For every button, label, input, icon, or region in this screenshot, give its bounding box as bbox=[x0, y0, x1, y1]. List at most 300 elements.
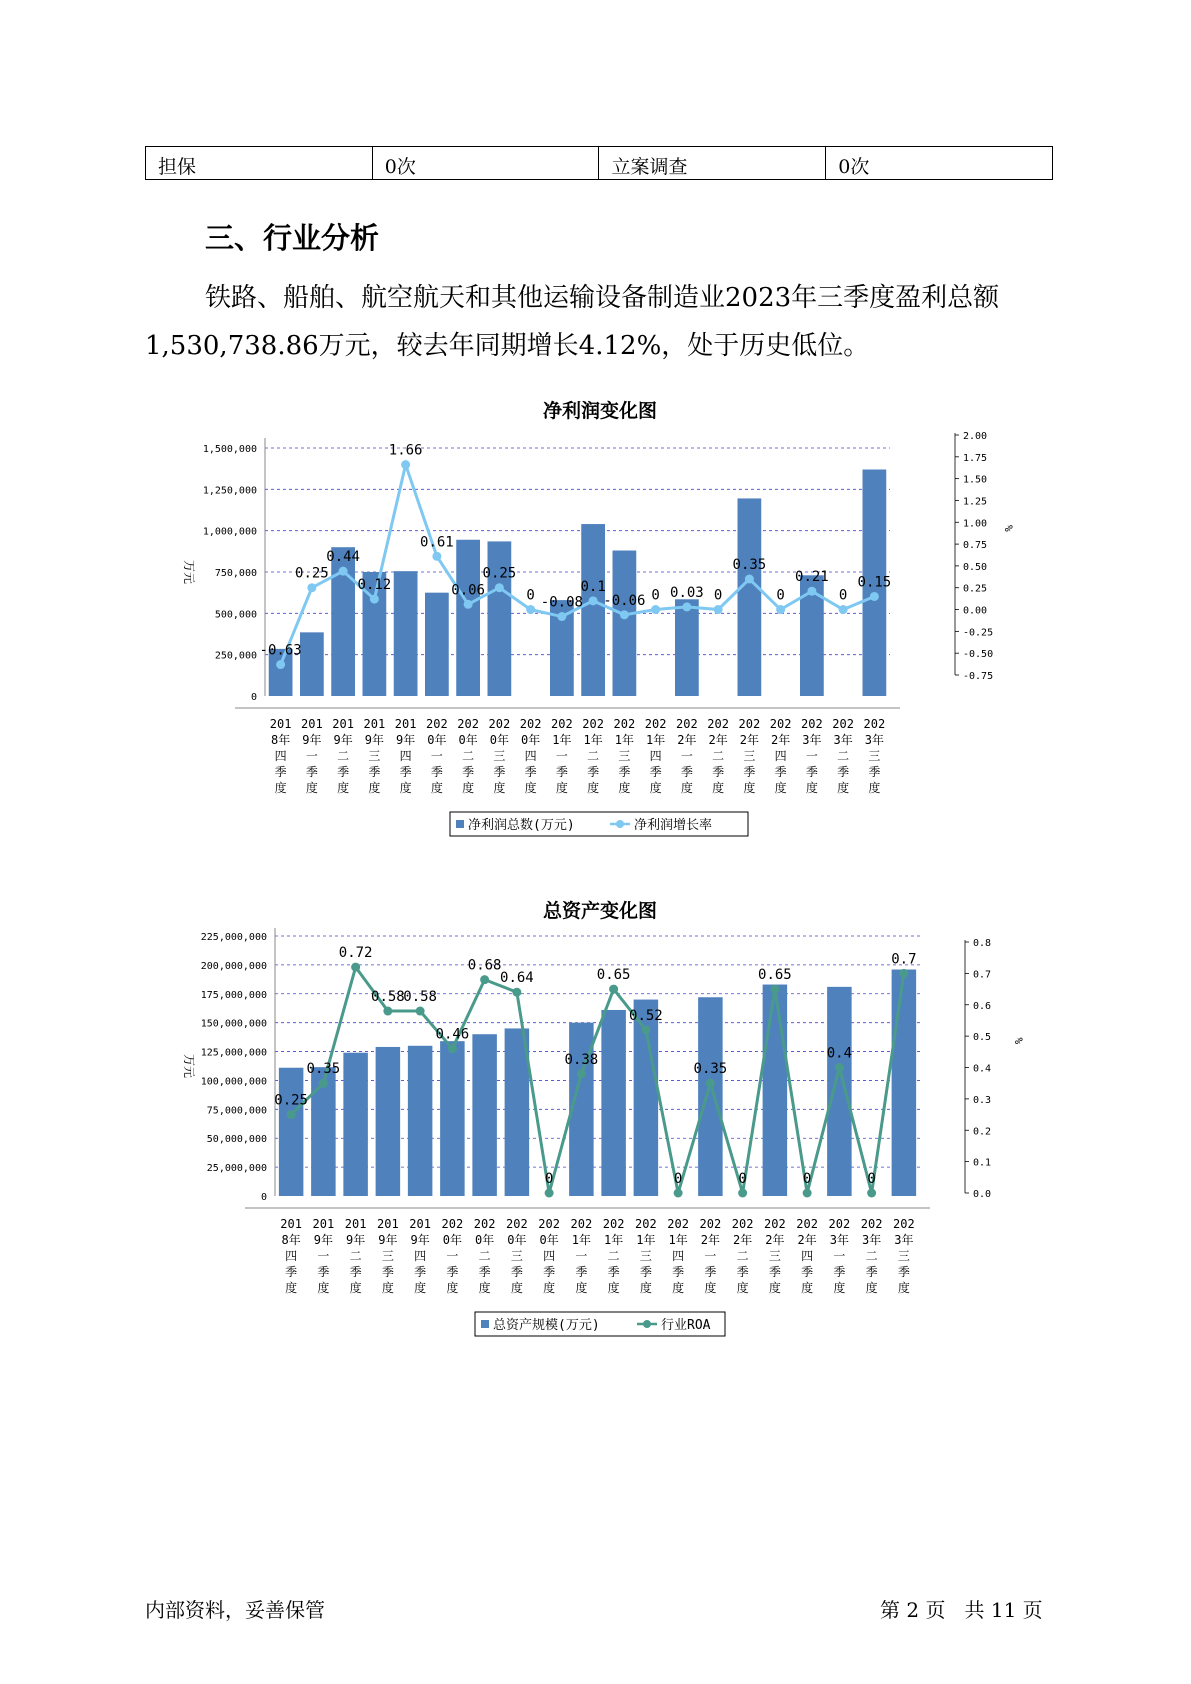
x-tick-label: 季 bbox=[868, 765, 881, 779]
data-label: 0.35 bbox=[693, 1061, 728, 1078]
x-tick-label: 0年 bbox=[458, 733, 478, 747]
x-tick-label: 202 bbox=[635, 1217, 657, 1231]
y2-tick-label: 1.00 bbox=[963, 518, 988, 530]
x-tick-label: 度 bbox=[805, 781, 818, 795]
x-tick-label: 度 bbox=[680, 781, 693, 795]
x-tick-label: 季 bbox=[743, 765, 756, 779]
data-point bbox=[307, 583, 316, 592]
x-tick-label: 一 bbox=[805, 749, 818, 763]
y-tick-label: 150,000,000 bbox=[200, 1018, 267, 1030]
legend-line-marker bbox=[643, 1320, 651, 1328]
data-point bbox=[714, 605, 723, 614]
table-row bbox=[146, 147, 1053, 180]
x-tick-label: 度 bbox=[305, 781, 318, 795]
bar bbox=[601, 1010, 626, 1196]
x-tick-label: 季 bbox=[704, 1265, 717, 1279]
x-tick-label: 度 bbox=[833, 1281, 846, 1295]
x-tick-label: 度 bbox=[493, 781, 506, 795]
x-tick-label: 季 bbox=[381, 1265, 394, 1279]
x-tick-label: 一 bbox=[317, 1249, 330, 1263]
x-tick-label: 度 bbox=[672, 1281, 685, 1295]
x-tick-label: 三 bbox=[868, 749, 881, 763]
data-label: 0.15 bbox=[857, 574, 892, 591]
x-tick-label: 202 bbox=[699, 1217, 722, 1231]
x-tick-label: 2年 bbox=[765, 1233, 785, 1247]
table-cell: 0次 bbox=[826, 147, 1053, 180]
x-tick-label: 一 bbox=[305, 749, 318, 763]
data-label: 0.68 bbox=[467, 957, 502, 974]
data-point bbox=[620, 610, 629, 619]
footer-left: 内部资料，妥善保管 bbox=[145, 1598, 325, 1622]
x-tick-label: 度 bbox=[543, 1281, 556, 1295]
x-tick-label: 度 bbox=[317, 1281, 330, 1295]
x-tick-label: 度 bbox=[774, 781, 787, 795]
legend-label: 总资产规模(万元) bbox=[493, 1318, 600, 1333]
x-tick-label: 202 bbox=[801, 717, 823, 731]
x-tick-label: 202 bbox=[457, 717, 479, 731]
x-tick-label: 度 bbox=[868, 781, 881, 795]
bar bbox=[425, 593, 449, 696]
x-tick-label: 三 bbox=[618, 749, 631, 763]
data-point bbox=[867, 1189, 876, 1198]
data-point bbox=[738, 1189, 747, 1198]
data-point bbox=[287, 1110, 296, 1119]
x-tick-label: 201 bbox=[312, 1217, 335, 1231]
data-label: 0.44 bbox=[326, 549, 360, 566]
x-tick-label: 度 bbox=[801, 1281, 814, 1295]
x-tick-label: 度 bbox=[510, 1281, 523, 1295]
legend-label: 行业ROA bbox=[661, 1318, 711, 1333]
y2-tick-label: 0.6 bbox=[973, 1000, 992, 1012]
y2-tick-label: 0.8 bbox=[973, 938, 992, 949]
data-label: 0.4 bbox=[826, 1045, 853, 1062]
x-tick-label: 2年 bbox=[700, 1233, 720, 1247]
bar bbox=[472, 1034, 497, 1196]
data-label: 0.65 bbox=[758, 967, 792, 984]
data-label: 0.12 bbox=[357, 577, 392, 594]
data-point bbox=[276, 660, 285, 669]
data-label: -0.08 bbox=[540, 594, 583, 611]
data-point bbox=[807, 587, 816, 596]
x-tick-label: 季 bbox=[399, 765, 412, 779]
y-axis-label: 万元 bbox=[182, 559, 196, 585]
x-tick-label: 度 bbox=[607, 1281, 620, 1295]
x-tick-label: 季 bbox=[712, 765, 725, 779]
data-point bbox=[370, 595, 379, 604]
x-tick-label: 1年 bbox=[636, 1233, 656, 1247]
x-tick-label: 202 bbox=[613, 717, 636, 731]
y-tick-label: 225,000,000 bbox=[200, 932, 267, 943]
x-tick-label: 季 bbox=[524, 765, 537, 779]
x-tick-label: 度 bbox=[837, 781, 850, 795]
x-tick-label: 201 bbox=[269, 717, 292, 731]
bar bbox=[613, 551, 637, 696]
data-point bbox=[745, 575, 754, 584]
x-tick-label: 202 bbox=[769, 717, 792, 731]
data-label: 0.7 bbox=[891, 951, 917, 968]
x-tick-label: 四 bbox=[524, 749, 537, 763]
data-label: 0.35 bbox=[306, 1061, 341, 1078]
x-tick-label: 202 bbox=[519, 717, 542, 731]
x-tick-label: 季 bbox=[478, 1265, 491, 1279]
x-tick-label: 季 bbox=[543, 1265, 556, 1279]
x-tick-label: 季 bbox=[618, 765, 631, 779]
x-tick-label: 度 bbox=[865, 1281, 878, 1295]
data-point bbox=[495, 583, 504, 592]
x-tick-label: 度 bbox=[368, 781, 381, 795]
x-tick-label: 四 bbox=[649, 749, 662, 763]
x-tick-label: 202 bbox=[828, 1217, 851, 1231]
data-point bbox=[674, 1189, 683, 1198]
x-tick-label: 2年 bbox=[739, 733, 759, 747]
bar bbox=[394, 571, 418, 696]
x-tick-label: 季 bbox=[833, 1265, 846, 1279]
x-tick-label: 202 bbox=[426, 717, 448, 731]
data-label: 0 bbox=[713, 587, 723, 604]
data-point bbox=[682, 602, 691, 611]
x-tick-label: 季 bbox=[897, 1265, 910, 1279]
y2-tick-label: 0.50 bbox=[963, 561, 988, 573]
x-tick-label: 三 bbox=[897, 1249, 910, 1263]
table-cell: 0次 bbox=[372, 147, 599, 180]
x-tick-label: 季 bbox=[801, 1265, 814, 1279]
y2-tick-label: 0.7 bbox=[973, 969, 992, 981]
y2-tick-label: -0.50 bbox=[963, 649, 994, 661]
data-label: 0.72 bbox=[338, 945, 373, 962]
data-label: 0 bbox=[867, 1171, 876, 1187]
x-tick-label: 度 bbox=[381, 1281, 394, 1295]
x-tick-label: 四 bbox=[274, 749, 287, 763]
y2-tick-label: 0.2 bbox=[973, 1126, 992, 1138]
x-tick-label: 9年 bbox=[396, 733, 416, 747]
data-point bbox=[448, 1044, 457, 1053]
table-cell: 立案调查 bbox=[599, 147, 826, 180]
bar bbox=[738, 498, 762, 696]
section-title: 三、行业分析 bbox=[205, 221, 380, 255]
x-tick-label: 季 bbox=[317, 1265, 330, 1279]
x-tick-label: 一 bbox=[446, 1249, 459, 1263]
data-point bbox=[770, 985, 779, 994]
legend-bar-swatch bbox=[456, 820, 464, 828]
x-tick-label: 度 bbox=[649, 781, 662, 795]
x-tick-label: 2年 bbox=[677, 733, 697, 747]
x-tick-label: 0年 bbox=[427, 733, 447, 747]
bar bbox=[698, 997, 723, 1196]
x-tick-label: 8年 bbox=[271, 733, 291, 747]
x-tick-label: 二 bbox=[837, 749, 850, 763]
x-tick-label: 度 bbox=[399, 781, 412, 795]
y-tick-label: 125,000,000 bbox=[200, 1047, 267, 1059]
x-tick-label: 季 bbox=[837, 765, 850, 779]
data-point bbox=[835, 1063, 844, 1072]
x-tick-label: 季 bbox=[462, 765, 475, 779]
data-label: 0 bbox=[738, 1171, 747, 1187]
y-tick-label: 0 bbox=[260, 1192, 267, 1203]
x-tick-label: 度 bbox=[524, 781, 537, 795]
data-label: 0 bbox=[651, 587, 660, 604]
data-point bbox=[589, 596, 598, 605]
x-tick-label: 度 bbox=[704, 1281, 717, 1295]
x-tick-label: 二 bbox=[587, 749, 600, 763]
bar bbox=[827, 987, 852, 1196]
x-tick-label: 季 bbox=[575, 1265, 588, 1279]
x-tick-label: 度 bbox=[575, 1281, 588, 1295]
x-tick-label: 季 bbox=[510, 1265, 523, 1279]
data-point bbox=[776, 605, 785, 614]
data-label: 0.58 bbox=[403, 989, 437, 1006]
x-tick-label: 度 bbox=[446, 1281, 459, 1295]
data-label: 0.64 bbox=[500, 970, 534, 987]
data-point bbox=[706, 1079, 715, 1088]
footer-right: 第 2 页 共 11 页 bbox=[880, 1598, 1043, 1622]
data-point bbox=[432, 552, 441, 561]
x-tick-label: 季 bbox=[865, 1265, 878, 1279]
x-tick-label: 1年 bbox=[552, 733, 572, 747]
y2-tick-label: 2.00 bbox=[963, 431, 988, 442]
legend-label: 净利润总数(万元) bbox=[468, 818, 575, 833]
data-point bbox=[416, 1007, 425, 1016]
data-point bbox=[351, 963, 360, 972]
table-cell: 担保 bbox=[146, 147, 373, 180]
x-tick-label: 四 bbox=[672, 1249, 685, 1263]
x-tick-label: 0年 bbox=[489, 733, 509, 747]
x-tick-label: 8年 bbox=[281, 1233, 301, 1247]
data-label: 0.38 bbox=[564, 1051, 599, 1068]
x-tick-label: 1年 bbox=[614, 733, 634, 747]
x-tick-label: 季 bbox=[274, 765, 287, 779]
x-tick-label: 四 bbox=[774, 749, 787, 763]
x-tick-label: 202 bbox=[582, 717, 604, 731]
legend-line-marker bbox=[616, 820, 624, 828]
x-tick-label: 201 bbox=[409, 1217, 431, 1231]
x-tick-label: 三 bbox=[381, 1249, 394, 1263]
y2-tick-label: 0.4 bbox=[973, 1063, 992, 1075]
x-tick-label: 度 bbox=[462, 781, 475, 795]
y2-axis-label: % bbox=[1012, 1037, 1025, 1045]
x-tick-label: 度 bbox=[478, 1281, 491, 1295]
x-tick-label: 度 bbox=[349, 1281, 362, 1295]
x-tick-label: 一 bbox=[555, 749, 568, 763]
x-tick-label: 9年 bbox=[302, 733, 322, 747]
bar bbox=[279, 1068, 304, 1196]
x-tick-label: 2年 bbox=[771, 733, 791, 747]
x-tick-label: 度 bbox=[618, 781, 631, 795]
chart-title: 净利润变化图 bbox=[542, 400, 657, 422]
x-tick-label: 3年 bbox=[833, 733, 853, 747]
x-tick-label: 四 bbox=[285, 1249, 298, 1263]
x-tick-label: 度 bbox=[768, 1281, 781, 1295]
x-tick-label: 度 bbox=[639, 1281, 652, 1295]
y-tick-label: 50,000,000 bbox=[206, 1134, 267, 1146]
y2-tick-label: 0.00 bbox=[963, 605, 988, 617]
data-label: 0 bbox=[544, 1171, 554, 1187]
x-tick-label: 季 bbox=[430, 765, 443, 779]
data-point bbox=[870, 592, 879, 601]
x-tick-label: 0年 bbox=[507, 1233, 527, 1247]
y-tick-label: 75,000,000 bbox=[206, 1105, 267, 1117]
x-tick-label: 一 bbox=[430, 749, 443, 763]
y-tick-label: 175,000,000 bbox=[200, 989, 267, 1001]
data-point bbox=[641, 1025, 650, 1034]
data-label: 0.46 bbox=[435, 1026, 470, 1043]
chart-title: 总资产变化图 bbox=[542, 900, 657, 922]
x-tick-label: 三 bbox=[493, 749, 506, 763]
y2-tick-label: 0.5 bbox=[973, 1032, 992, 1044]
y-tick-label: 250,000 bbox=[214, 650, 257, 662]
x-tick-label: 四 bbox=[801, 1249, 814, 1263]
x-tick-label: 四 bbox=[399, 749, 412, 763]
y2-tick-label: -0.75 bbox=[963, 671, 994, 682]
data-point bbox=[651, 605, 660, 614]
x-tick-label: 3年 bbox=[864, 733, 884, 747]
x-tick-label: 季 bbox=[736, 1265, 749, 1279]
data-point bbox=[803, 1189, 812, 1198]
data-label: 0.21 bbox=[795, 569, 829, 586]
x-tick-label: 度 bbox=[555, 781, 568, 795]
x-tick-label: 3年 bbox=[802, 733, 822, 747]
y-tick-label: 100,000,000 bbox=[200, 1076, 267, 1088]
x-tick-label: 二 bbox=[712, 749, 725, 763]
x-tick-label: 202 bbox=[832, 717, 854, 731]
x-tick-label: 202 bbox=[893, 1217, 915, 1231]
x-tick-label: 1年 bbox=[583, 733, 603, 747]
x-tick-label: 二 bbox=[478, 1249, 491, 1263]
data-point bbox=[577, 1069, 586, 1078]
x-tick-label: 季 bbox=[768, 1265, 781, 1279]
data-label: -0.63 bbox=[259, 642, 302, 659]
x-tick-label: 202 bbox=[667, 1217, 689, 1231]
x-tick-label: 一 bbox=[833, 1249, 846, 1263]
data-label: 0.06 bbox=[451, 582, 485, 599]
y-tick-label: 1,500,000 bbox=[202, 444, 257, 455]
x-tick-label: 二 bbox=[337, 749, 350, 763]
info-table bbox=[145, 146, 1053, 180]
data-point bbox=[339, 567, 348, 576]
y2-tick-label: 0.75 bbox=[963, 540, 988, 552]
x-tick-label: 201 bbox=[280, 1217, 302, 1231]
x-tick-label: 三 bbox=[768, 1249, 781, 1263]
x-tick-label: 9年 bbox=[364, 733, 384, 747]
x-tick-label: 度 bbox=[285, 1281, 298, 1295]
y-tick-label: 750,000 bbox=[214, 568, 257, 579]
data-label: 0.65 bbox=[596, 967, 631, 984]
data-point bbox=[480, 975, 489, 984]
data-label: 0.03 bbox=[670, 584, 704, 601]
x-tick-label: 四 bbox=[543, 1249, 556, 1263]
net-profit-chart bbox=[175, 430, 1045, 850]
data-label: 0.61 bbox=[420, 534, 454, 551]
x-tick-label: 202 bbox=[764, 1217, 786, 1231]
bar bbox=[300, 632, 324, 696]
x-tick-label: 度 bbox=[274, 781, 287, 795]
bar bbox=[456, 540, 480, 696]
x-tick-label: 201 bbox=[332, 717, 354, 731]
y2-tick-label: -0.25 bbox=[963, 627, 994, 639]
x-tick-label: 季 bbox=[414, 1265, 427, 1279]
y2-tick-label: 0.0 bbox=[973, 1189, 992, 1200]
y-tick-label: 200,000,000 bbox=[200, 960, 267, 972]
x-tick-label: 201 bbox=[363, 717, 386, 731]
data-point bbox=[464, 600, 473, 609]
x-tick-label: 季 bbox=[649, 765, 662, 779]
y2-axis-label: % bbox=[1002, 525, 1015, 532]
x-tick-label: 201 bbox=[377, 1217, 399, 1231]
x-tick-label: 季 bbox=[672, 1265, 685, 1279]
y2-tick-label: 0.1 bbox=[973, 1157, 992, 1169]
x-tick-label: 度 bbox=[897, 1281, 910, 1295]
data-point bbox=[839, 605, 848, 614]
data-label: 0.25 bbox=[295, 565, 329, 582]
data-point bbox=[383, 1007, 392, 1016]
x-tick-label: 201 bbox=[301, 717, 323, 731]
x-tick-label: 202 bbox=[860, 1217, 883, 1231]
x-tick-label: 202 bbox=[488, 717, 511, 731]
y-axis-label: 万元 bbox=[182, 1053, 196, 1079]
x-tick-label: 度 bbox=[587, 781, 600, 795]
x-tick-label: 202 bbox=[738, 717, 761, 731]
data-label: 0 bbox=[526, 587, 535, 604]
x-tick-label: 季 bbox=[805, 765, 818, 779]
data-label: -0.06 bbox=[603, 592, 646, 609]
x-tick-label: 202 bbox=[863, 717, 886, 731]
y2-tick-label: 0.25 bbox=[963, 583, 988, 595]
data-label: 0.52 bbox=[629, 1007, 663, 1024]
x-tick-label: 202 bbox=[506, 1217, 528, 1231]
total-assets-chart bbox=[175, 928, 1045, 1348]
x-tick-label: 202 bbox=[538, 1217, 560, 1231]
paragraph-line: 1,530,738.86万元，较去年同期增长4.12%，处于历史低位。 bbox=[145, 331, 870, 361]
data-label: 0.25 bbox=[482, 565, 517, 582]
x-tick-label: 201 bbox=[344, 1217, 367, 1231]
x-tick-label: 季 bbox=[587, 765, 600, 779]
bar bbox=[675, 599, 699, 696]
data-point bbox=[401, 460, 410, 469]
x-tick-label: 1年 bbox=[646, 733, 666, 747]
x-tick-label: 三 bbox=[510, 1249, 523, 1263]
x-tick-label: 度 bbox=[414, 1281, 427, 1295]
bar bbox=[581, 524, 605, 696]
y-tick-label: 1,250,000 bbox=[202, 485, 257, 497]
x-tick-label: 2年 bbox=[797, 1233, 817, 1247]
x-tick-label: 202 bbox=[551, 717, 573, 731]
bar bbox=[343, 1053, 368, 1196]
bar bbox=[376, 1047, 401, 1196]
x-tick-label: 202 bbox=[473, 1217, 496, 1231]
x-tick-label: 季 bbox=[305, 765, 318, 779]
x-tick-label: 季 bbox=[349, 1265, 362, 1279]
y-tick-label: 25,000,000 bbox=[206, 1163, 267, 1175]
x-tick-label: 季 bbox=[607, 1265, 620, 1279]
x-tick-label: 一 bbox=[680, 749, 693, 763]
x-tick-label: 度 bbox=[712, 781, 725, 795]
data-point bbox=[512, 988, 521, 997]
y-tick-label: 1,000,000 bbox=[202, 526, 257, 538]
x-tick-label: 0年 bbox=[539, 1233, 559, 1247]
x-tick-label: 202 bbox=[570, 1217, 593, 1231]
x-tick-label: 9年 bbox=[346, 1233, 366, 1247]
x-tick-label: 2年 bbox=[708, 733, 728, 747]
x-tick-label: 0年 bbox=[442, 1233, 462, 1247]
data-label: 1.66 bbox=[388, 442, 423, 459]
legend-label: 净利润增长率 bbox=[634, 818, 713, 833]
data-point bbox=[609, 985, 618, 994]
x-tick-label: 度 bbox=[736, 1281, 749, 1295]
bar bbox=[763, 985, 788, 1196]
data-label: 0 bbox=[673, 1171, 683, 1187]
x-tick-label: 201 bbox=[394, 717, 417, 731]
x-tick-label: 1年 bbox=[571, 1233, 591, 1247]
x-tick-label: 202 bbox=[602, 1217, 625, 1231]
